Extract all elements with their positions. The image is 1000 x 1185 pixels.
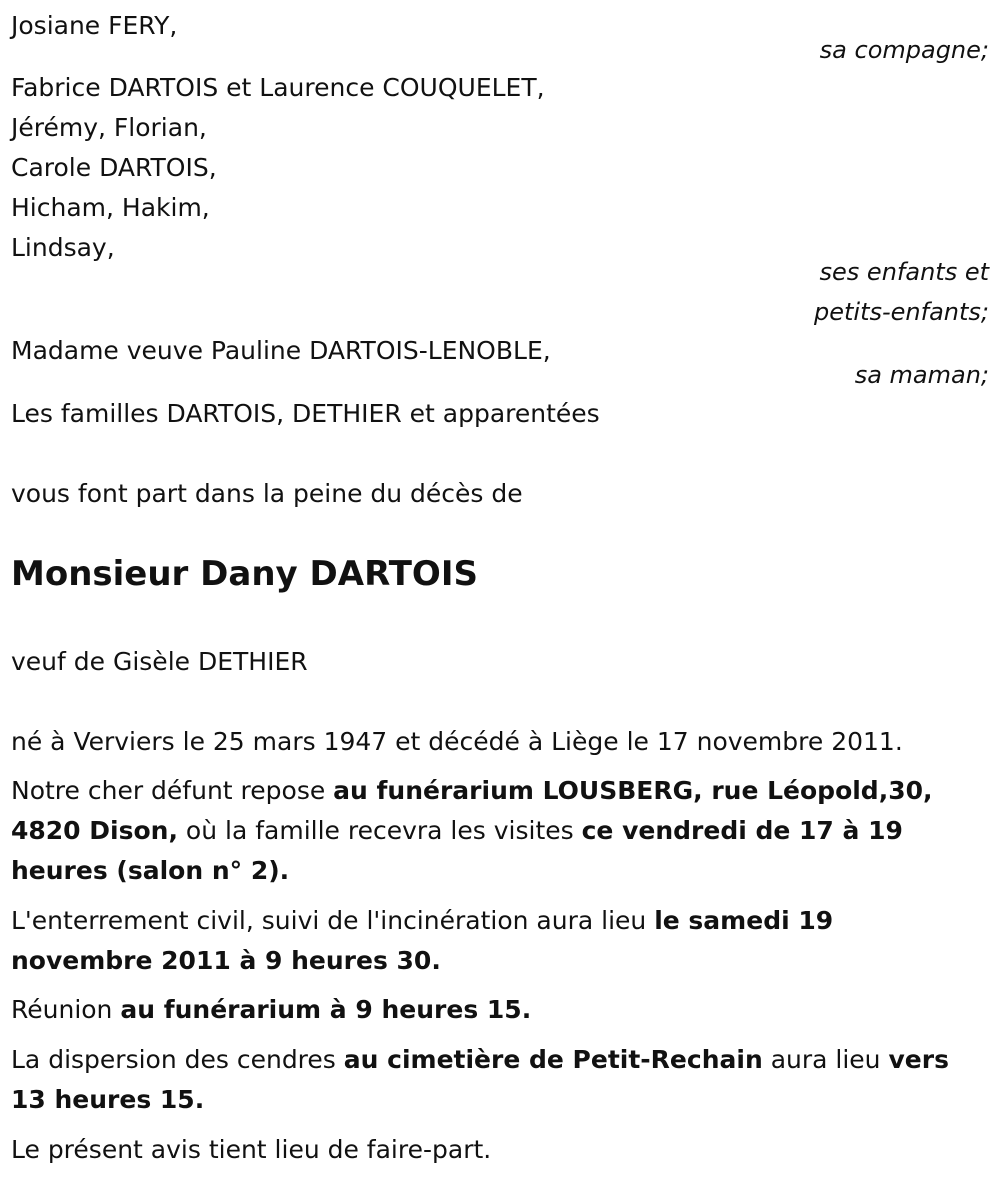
funeral-home-address: au funérarium LOUSBERG, rue Léopold,30, 4820 Dison, [11,776,933,845]
visitation-time: ce vendredi de 17 à 19 heures (salon n° 2). [11,816,903,885]
companion-name: Josiane FERY, [11,11,178,40]
mother-role: sa maman; [854,361,989,389]
meeting-text: Réunion [11,995,121,1024]
dispersion-text-1: La dispersion des cendres [11,1045,344,1074]
ceremony-text: L'enterrement civil, suivi de l'incinération aura lieu [11,906,655,935]
ceremony-paragraph [11,901,971,981]
announcement-line: vous font part dans la peine du décès de [11,479,523,508]
child-line: Lindsay, [11,233,115,262]
child-line: Fabrice DARTOIS et Laurence COUQUELET, [11,73,545,102]
dispersion-text-2: aura lieu [762,1045,889,1074]
cemetery-name: au cimetière de Petit-Rechain [343,1045,763,1074]
meeting-paragraph [11,990,971,1030]
children-role-line2: petits-enfants; [814,298,989,326]
visitation-paragraph [11,771,971,891]
visitation-text-2: où la famille recevra les visites [177,816,582,845]
mother-name: Madame veuve Pauline DARTOIS-LENOBLE, [11,336,551,365]
child-line: Hicham, Hakim, [11,193,210,222]
widower-of: veuf de Gisèle DETHIER [11,647,308,676]
visitation-text-1: Notre cher défunt repose [11,776,334,805]
deceased-name: Monsieur Dany DARTOIS [11,554,478,594]
ceremony-date: le samedi 19 novembre 2011 à 9 heures 30. [11,906,834,975]
children-role-line1: ses enfants et [819,258,989,286]
families-line: Les familles DARTOIS, DETHIER et apparentées [11,399,600,428]
meeting-time: au funérarium à 9 heures 15. [120,995,532,1024]
child-line: Carole DARTOIS, [11,153,217,182]
dispersion-time: vers 13 heures 15. [11,1045,949,1114]
dispersion-paragraph [11,1040,971,1120]
closing-line: Le présent avis tient lieu de faire-part. [11,1135,492,1164]
child-line: Jérémy, Florian, [11,113,207,142]
birth-death-line: né à Verviers le 25 mars 1947 et décédé à Liège le 17 novembre 2011. [11,727,903,756]
companion-role: sa compagne; [819,36,989,64]
